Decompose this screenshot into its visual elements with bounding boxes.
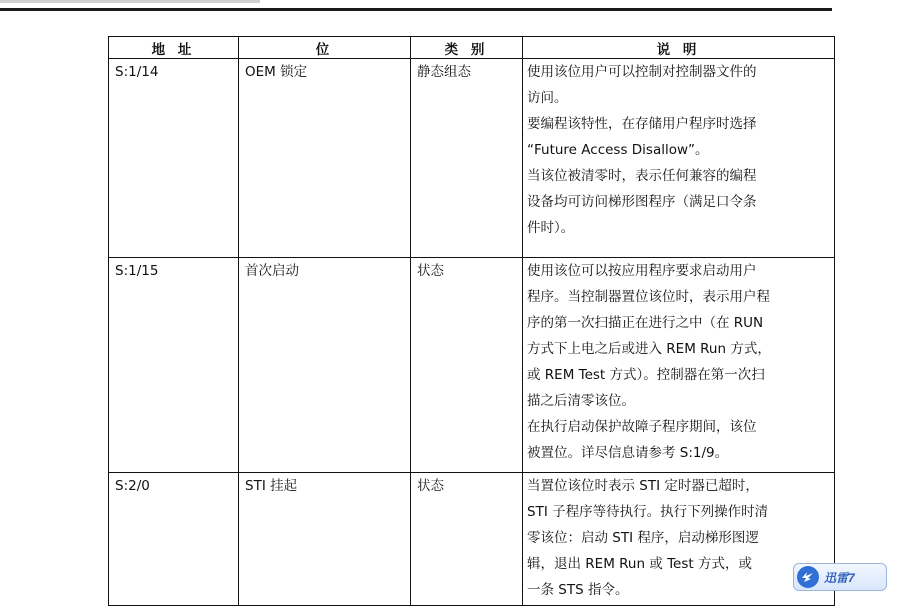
table-header-row: [109, 37, 835, 59]
category-text: 状态: [417, 478, 444, 494]
category-cell: [411, 258, 523, 473]
description-cell: [523, 258, 835, 473]
bit-cell: [239, 258, 411, 473]
description-paragraph: 使用该位用户可以控制对控制器文件的 访问。: [527, 64, 757, 106]
header-bit: 位: [239, 37, 411, 59]
address-cell: [109, 258, 239, 473]
header-address: 地 址: [109, 37, 239, 59]
address-text: S:1/14: [115, 64, 159, 80]
address-text: S:1/15: [115, 263, 159, 279]
category-text: 状态: [417, 263, 444, 279]
table-row: [109, 59, 835, 258]
bit-text: 首次启动: [245, 263, 299, 279]
address-cell: [109, 59, 239, 258]
status-file-table: [108, 36, 835, 606]
header-description: 说 明: [523, 37, 835, 59]
description-paragraph: 当置位该位时表示 STI 定时器已超时， STI 子程序等待执行。执行下列操作时清 零该位：启动 STI 程序，启动梯形图逻 辑，退出 REM Run 或 Test 方式，或 一条 STS 指令。: [527, 478, 769, 598]
bit-text: STI 挂起: [245, 478, 298, 494]
address-cell: [109, 473, 239, 606]
watermark-text: 迅雷7: [824, 570, 855, 585]
table-row: [109, 258, 835, 473]
category-cell: [411, 473, 523, 606]
description-paragraph: 使用该位可以按应用程序要求启动用户 程序。当控制器置位该位时，表示用户程 序的第一次扫描正在进行之中（在 RUN 方式下上电之后或进入 REM Run 方式， 或 REM Test 方式）。控制器在第一次扫 描之后清零该位。: [527, 263, 771, 409]
table-row: [109, 473, 835, 606]
header-category: 类 别: [411, 37, 523, 59]
description-paragraph: 当该位被清零时，表示任何兼容的编程 设备均可访问梯形图程序（满足口令条 件时）。: [527, 168, 757, 236]
description-paragraph: 在执行启动保护故障子程序期间，该位 被置位。详尽信息请参考 S:1/9。: [527, 419, 757, 461]
bit-text: OEM 锁定: [245, 64, 308, 80]
bit-cell: [239, 473, 411, 606]
address-text: S:2/0: [115, 478, 150, 494]
description-cell: [523, 473, 835, 606]
xunlei-watermark[interactable]: [793, 563, 887, 591]
description-paragraph: 要编程该特性，在存储用户程序时选择 “Future Access Disallow”。: [527, 116, 757, 158]
category-cell: [411, 59, 523, 258]
top-rule: [0, 8, 832, 11]
bird-icon: [796, 565, 820, 589]
category-text: 静态组态: [417, 64, 471, 80]
top-faint-rule: [0, 0, 260, 3]
bit-cell: [239, 59, 411, 258]
description-cell: [523, 59, 835, 258]
